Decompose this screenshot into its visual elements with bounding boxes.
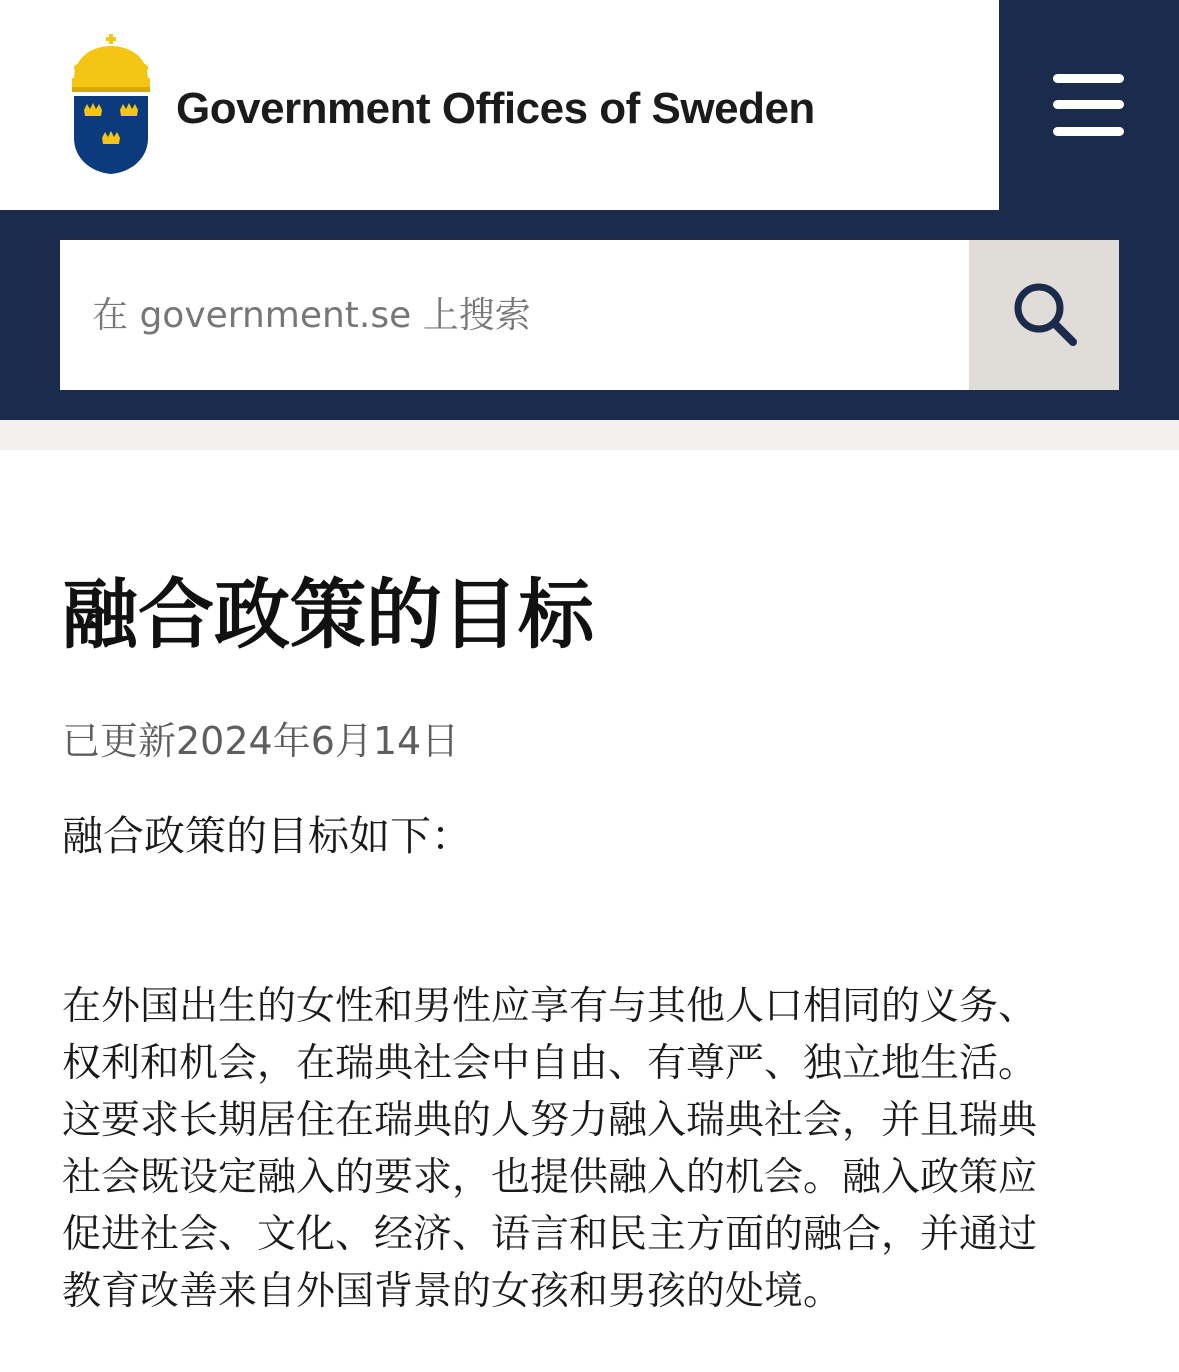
body-line: 在外国出生的女性和男性应享有与其他人口相同的义务、 bbox=[62, 984, 1038, 1029]
page-title: 融合政策的目标 bbox=[62, 570, 594, 659]
site-header bbox=[0, 0, 1179, 210]
search-input[interactable] bbox=[60, 240, 969, 390]
body-line: 促进社会、文化、经济、语言和民主方面的融合，并通过 bbox=[62, 1212, 1038, 1257]
intro-text: 融合政策的目标如下： bbox=[62, 812, 472, 860]
body-line: 教育改善来自外国背景的女孩和男孩的处境。 bbox=[62, 1269, 843, 1314]
body-line: 社会既设定融入的要求，也提供融入的机会。融入政策应 bbox=[62, 1155, 1038, 1200]
search-icon bbox=[1009, 278, 1081, 350]
body-line: 权利和机会，在瑞典社会中自由、有尊严、独立地生活。 bbox=[62, 1041, 1038, 1086]
updated-date: 已更新2024年6月14日 bbox=[62, 719, 460, 763]
coat-of-arms-logo[interactable] bbox=[66, 34, 156, 176]
menu-button[interactable] bbox=[999, 0, 1179, 210]
search-band bbox=[0, 210, 1179, 420]
article-content bbox=[0, 450, 1179, 1372]
hamburger-menu-icon bbox=[1053, 74, 1124, 136]
crown-shield-icon bbox=[66, 34, 156, 176]
search-button[interactable] bbox=[969, 240, 1119, 390]
site-name[interactable]: Government Offices of Sweden bbox=[176, 84, 815, 133]
body-line: 这要求长期居住在瑞典的人努力融入瑞典社会，并且瑞典 bbox=[62, 1098, 1038, 1143]
section-divider bbox=[0, 420, 1179, 450]
body-paragraph bbox=[62, 978, 1122, 1320]
